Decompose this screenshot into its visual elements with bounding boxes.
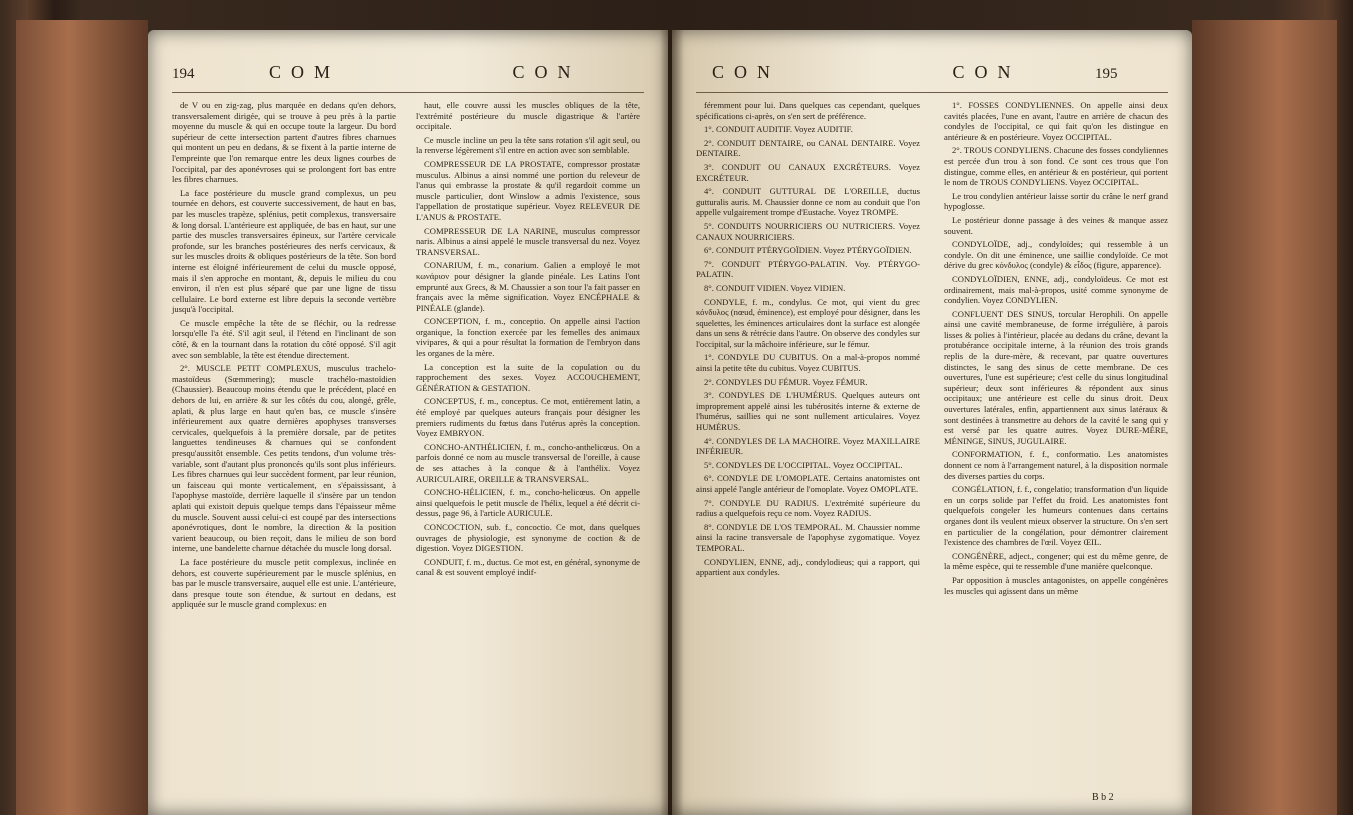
paragraph: COMPRESSEUR DE LA PROSTATE, compressor prostatæ musculus. Albinus a ainsi nommé une portion du releveur de l'anus qui embrasse la prostate & qu'il regardoit comme un muscle particulier, dont Winslow a admis l'existence, sous l'appellation de prostatique supérieur. Voyez RELEVEUR DE L'ANUS & PROSTATE.: [416, 158, 640, 222]
paragraph: Ce muscle incline un peu la tête sans rotation s'il agit seul, ou la renverse légèrement s'il entre en action avec son semblable.: [416, 134, 640, 156]
paragraph: CONCEPTUS, f. m., conceptus. Ce mot, entièrement latin, a été employé par quelques auteurs français pour désigner les premiers rudiments du fœtus dans l'utérus après la conception. Voyez EMBRYON.: [416, 396, 640, 439]
paragraph: CONFORMATION, f. f., conformatio. Les anatomistes donnent ce nom à l'arrangement naturel, à la disposition normale des diverses parties du corps.: [944, 449, 1168, 481]
paragraph: La face postérieure du muscle grand complexus, un peu tournée en dehors, est couverte successivement, de haut en bas, par les muscles trapèze, splénius, petit complexus, transversaire & long dorsal. L'antérieure est appliquée, de bas en haut, sur une partie des muscles transversaires épineux, sur l'artère cervicale profonde, sur les branches postérieures des nerfs cervicaux, & sur les muscles droits & obliques postérieurs de la tête. Son bord interne est éloigné inférieurement de celui du muscle opposé, mais il s'en approche en montant, &, depuis le milieu du cou environ, il n'en est plus séparé que par une ligne de tissu cellulaire. Le bord externe est libre depuis la seconde vertèbre jusqu'à l'occipital.: [172, 187, 396, 315]
paragraph: CONARIUM, f. m., conarium. Galien a employé le mot κωνάριον pour désigner la glande pinéale. Les Latins l'ont emprunté aux Grecs, & M. Chaussier a son tour l'a fait passer en français avec la même signification. Voyez ENCÉPHALE & PINÉALE (glande).: [416, 260, 640, 313]
right-header-left-word: CON: [712, 62, 781, 82]
paragraph: 2°. CONDUIT DENTAIRE, ou CANAL DENTAIRE. Voyez DENTAIRE.: [696, 137, 920, 159]
paragraph: Le trou condylien antérieur laisse sortir du crâne le nerf grand hypoglosse.: [944, 190, 1168, 212]
left-page-number: 194: [172, 66, 195, 82]
paragraph: Par opposition à muscles antagonistes, on appelle congénères les muscles qui agissent dans un même: [944, 574, 1168, 596]
left-page-column-2: [416, 100, 640, 581]
left-page-header: [172, 62, 581, 83]
paragraph: CONDYLIEN, ENNE, adj., condylodieus; qui a rapport, qui appartient aux condyles.: [696, 556, 920, 578]
paragraph: COMPRESSEUR DE LA NARINE, musculus compressor naris. Albinus a ainsi appelé le muscle transversal du nez. Voyez TRANSVERSAL.: [416, 225, 640, 257]
paragraph: Ce muscle empêche la tête de se fléchir, ou la redresse lorsqu'elle l'a été. S'il agit seul, il l'étend en l'inclinant de son côté, & en la tournant dans la rotation du côté opposé. S'il agit avec son semblable, la tête est étendue directement.: [172, 317, 396, 360]
left-page-column-1: [172, 100, 396, 613]
left-header-left-word: COM: [269, 62, 341, 82]
paragraph: 8°. CONDYLE DE L'OS TEMPORAL. M. Chaussier nomme ainsi la racine transversale de l'apophyse zygomatique. Voyez TEMPORAL.: [696, 521, 920, 553]
paragraph: CONCHO-HÉLICIEN, f. m., concho-helicœus. On appelle ainsi quelquefois le petit muscle de l'hélix, lequel a été décrit ci-dessus, page 96, à l'article AURICULE.: [416, 487, 640, 519]
paragraph: 2°. CONDYLES DU FÉMUR. Voyez FÉMUR.: [704, 376, 868, 387]
right-page-number: 195: [1095, 66, 1118, 82]
paragraph: 7°. CONDUIT PTÉRYGO-PALATIN. Voy. PTÉRYGO-PALATIN.: [696, 258, 920, 280]
right-page-header: [712, 62, 1118, 83]
paragraph: CONCEPTION, f. m., conceptio. On appelle ainsi l'action organique, la fonction exercée par les femelles des animaux vivipares, & qui a pour résultat la formation de l'embryon dans les organes de la mère.: [416, 316, 640, 359]
right-page-column-2: [944, 100, 1168, 599]
right-page-column-1: [696, 100, 920, 581]
paragraph: CONDYLE, f. m., condylus. Ce mot, qui vient du grec κόνδυλος (nœud, éminence), est employé pour désigner, dans les squelettes, les éminences articulaires dont la surface est alongée dans un sens & rétrécie dans l'autre. On observe des condyles sur l'occipital, sur la mâchoire inférieure, sur le fémur.: [696, 296, 920, 349]
paragraph: 1°. CONDUIT AUDITIF. Voyez AUDITIF.: [704, 124, 853, 135]
paragraph: haut, elle couvre aussi les muscles obliques de la tête, l'extrémité postérieure du muscle digastrique & l'artère occipitale.: [416, 100, 640, 132]
book-edge-right: [1192, 20, 1337, 815]
paragraph: CONGÉLATION, f. f., congelatio; transformation d'un liquide en un corps solide par l'effet du froid. Les anatomistes font quelquefois congeler les humeurs contenues dans certains organes dont ils veulent mieux observer la structure. On s'en sert en particulier de la congélation, pour démontrer clairement l'existence des chambres de l'œil. Voyez ŒIL.: [944, 484, 1168, 548]
left-header-rule: [172, 92, 644, 93]
paragraph: 6°. CONDYLE DE L'OMOPLATE. Certains anatomistes ont ainsi appelé l'angle antérieur de l'omoplate. Voyez OMOPLATE.: [696, 473, 920, 494]
left-header-right-word: CON: [512, 62, 581, 82]
paragraph: CONFLUENT DES SINUS, torcular Herophili. On appelle ainsi une cavité membraneuse, de forme irrégulière, à parois lisses & polies à l'intérieur, placée au dedans du crâne, devant la protubérance occipitale interne, à la réunion des trois grands replis de la dure-mère, & recevant, par quatre ouvertures distinctes, le sang des sinus de cette membrane. De ces ouvertures, l'une est supérieure; c'est celle du sinus longitudinal supérieur; deux sont inférieures & répondent aux sinus occipitaux; une antérieure est celle du sinus droit. Deux ouvertures latérales, enfin, appartiennent aux sinus latéraux & sont destinées à transmettre au dehors de la cavité le sang qui y est versé par les quatre autres. Voyez DURE-MÈRE, MÉNINGE, SINUS, JUGULAIRE.: [944, 308, 1168, 446]
signature-mark: B b 2: [1092, 792, 1114, 803]
paragraph: 7°. CONDYLE DU RADIUS. L'extrémité supérieure du radius a quelquefois reçu ce nom. Voyez RADIUS.: [696, 497, 920, 519]
right-header-rule: [696, 92, 1168, 93]
paragraph: CONGÉNÈRE, adject., congener; qui est du même genre, de la même espèce, qui te ressemble d'une manière quelconque.: [944, 550, 1168, 572]
book-gutter: [660, 30, 684, 815]
paragraph: 4°. CONDYLES DE LA MACHOIRE. Voyez MAXILLAIRE INFÉRIEUR.: [696, 435, 920, 457]
left-page: [148, 30, 668, 815]
paragraph: CONDYLOÏDE, adj., condyloïdes; qui ressemble à un condyle. On dit une éminence, une saillie condyloïde. Ce mot dérive du grec κόνδυλος (condyle) & εἶδος (figure, apparence).: [944, 239, 1168, 271]
paragraph: 5°. CONDUITS NOURRICIERS OU NUTRICIERS. Voyez CANAUX NOURRICIERS.: [696, 220, 920, 242]
paragraph: CONCHO-ANTHÉLICIEN, f. m., concho-anthelicœus. On a parfois donné ce nom au muscle transversal de l'oreille, à cause de ses attaches à la conque & à l'anthélix. Voyez AURICULAIRE, OREILLE & TRANSVERSAL.: [416, 441, 640, 484]
paragraph: La conception est la suite de la copulation ou du rapprochement des sexes. Voyez ACCOUCHEMENT, GÉNÉRATION & GESTATION.: [416, 361, 640, 393]
paragraph: 3°. CONDUIT OU CANAUX EXCRÉTEURS. Voyez EXCRÉTEUR.: [696, 161, 920, 183]
paragraph: 2°. TROUS CONDYLIENS. Chacune des fosses condyliennes est percée d'un trou à son fond. Ce sont ces trous que l'on distingue, comme elles, en antérieur & en postérieur, qui portent le nom de TROUS CONDYLIENS. Voyez OCCIPITAL.: [944, 145, 1168, 188]
paragraph: La face postérieure du muscle petit complexus, inclinée en dehors, est couverte supérieurement par le muscle splénius, en bas par le muscle transversaire, auquel elle est unie. L'antérieure, dans presque toute son étendue, & surtout en dedans, est appliquée sur le muscle grand complexus: en: [172, 556, 396, 610]
paragraph: CONDUIT, f. m., ductus. Ce mot est, en général, synonyme de canal & est souvent employé indif-: [416, 556, 640, 578]
paragraph: 4°. CONDUIT GUTTURAL DE L'OREILLE, ductus gutturalis auris. M. Chaussier donne ce nom au conduit que l'on appelle vulgairement trompe d'Eustache. Voyez TROMPE.: [696, 186, 920, 218]
paragraph: 2°. MUSCLE PETIT COMPLEXUS, musculus trachelo-mastoïdeus (Sœmmering); muscle trachélo-mastoïdien (Chaussier). Beaucoup moins étendu que le précédent, placé en dehors de lui, en arrière & sur les côtés du cou, alongé, grêle, aplati, & plus large en haut qu'en bas, ce muscle s'insère inférieurement aux quatre dernières apophyses transverses cervicales, quelquefois à la première dorsale, par de petites languettes tendineuses & charnues qui se confondent presqu'aussitôt ensemble. Ces petits tendons, d'un volume très-variable, sont d'autant plus prononcés qu'ils sont plus inférieurs. Les fibres charnues qui leur succèdent forment, par leur réunion, un faisceau qui monte verticalement, en s'épaississant, à l'apophyse mastoïde, derrière laquelle il s'insère par un tendon aplati qui existoit depuis quelque temps dans l'épaisseur même du muscle. Souvent aussi celui-ci est coupé par des intersections aponévrotiques, dont le nombre, la direction & la position varient beaucoup, ou bien reçoit, dans le milieu de son bord interne, une bandelette charnue détachée du muscle long dorsal.: [172, 363, 396, 554]
book-edge-left: [16, 20, 148, 815]
paragraph: 6°. CONDUIT PTÉRYGOÏDIEN. Voyez PTÉRYGOÏDIEN.: [704, 245, 912, 256]
paragraph: 5°. CONDYLES DE L'OCCIPITAL. Voyez OCCIPITAL.: [704, 459, 903, 470]
paragraph: de V ou en zig-zag, plus marquée en dedans qu'en dehors, transversalement dirigée, qui se trouve à peu près à la partie moyenne du muscle & qui en occupe toute la largeur. Du bord supérieur de cette intersection partent d'autres fibres charnues qui montent un peu en dedans, & se fixent à la partie interne de l'empreinte que l'on remarque entre les deux lignes courbes de l'occipital, par des aponévroses qui se prolongent fort bas entre les fibres charnues.: [172, 100, 396, 185]
paragraph: 1°. CONDYLE DU CUBITUS. On a mal-à-propos nommé ainsi la petite tête du cubitus. Voyez CUBITUS.: [696, 352, 920, 374]
paragraph: 8°. CONDUIT VIDIEN. Voyez VIDIEN.: [704, 282, 846, 293]
paragraph: CONDYLOÏDIEN, ENNE, adj., condyloïdeus. Ce mot est ordinairement, mais mal-à-propos, usité comme synonyme de condylien. Voyez CONDYLIEN.: [944, 273, 1168, 306]
paragraph: 1°. FOSSES CONDYLIENNES. On appelle ainsi deux cavités placées, l'une en avant, l'autre en arrière de chacun des condyles de l'occipital, ce qui fait qu'on les distingue en antérieure & en postérieure. Voyez OCCIPITAL.: [944, 100, 1168, 142]
paragraph: Le postérieur donne passage à des veines & manque assez souvent.: [944, 214, 1168, 236]
right-page: [672, 30, 1192, 815]
paragraph: féremment pour lui. Dans quelques cas cependant, quelques spécifications ci-après, on s'en sert de préférence.: [696, 100, 920, 121]
right-header-right-word: CON: [952, 62, 1021, 82]
paragraph: CONCOCTION, sub. f., concoctio. Ce mot, dans quelques ouvrages de physiologie, est synonyme de coction & de digestion. Voyez DIGESTION.: [416, 521, 640, 554]
paragraph: 3°. CONDYLES DE L'HUMÉRUS. Quelques auteurs ont improprement appelé ainsi les tubérosités interne & externe de l'humérus, saillies qui ne sont nullement articulaires. Voyez HUMÉRUS.: [696, 390, 920, 433]
